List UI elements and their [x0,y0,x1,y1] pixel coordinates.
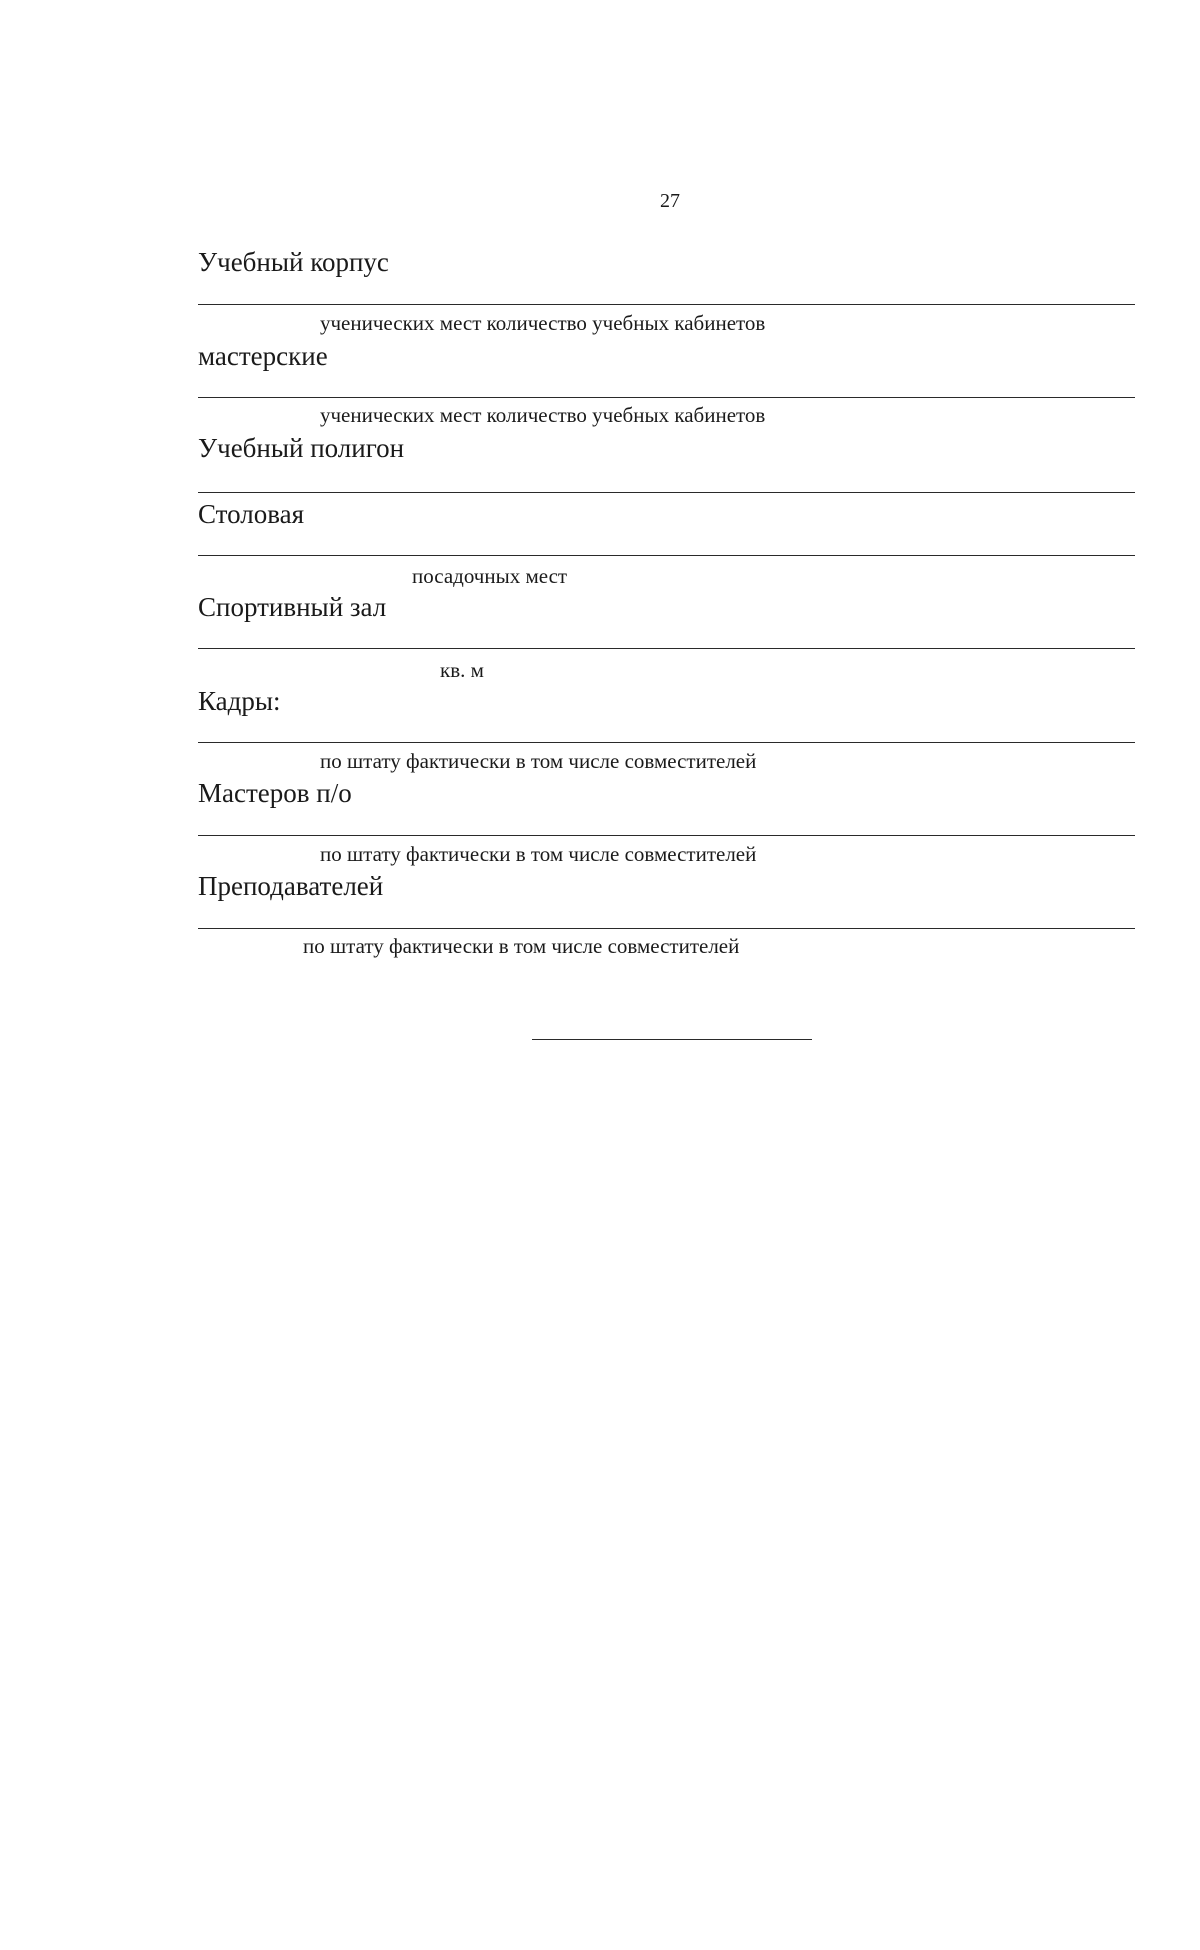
field-caption-kadry: по штату фактически в том числе совместителей [320,749,757,773]
fill-line-prepodavateley[interactable] [198,928,1135,929]
fill-line-kadry[interactable] [198,742,1135,743]
field-label-masterov-po: Мастеров п/о [198,778,352,808]
field-label-masterskie: мастерские [198,341,328,371]
field-label-sportivny-zal: Спортивный зал [198,592,387,622]
field-caption-uchebny-korpus: ученических мест количество учебных кабинетов [320,311,766,335]
fill-line-sportivny-zal[interactable] [198,648,1135,649]
fill-line-uchebny-korpus[interactable] [198,304,1135,305]
field-caption-masterov-po: по штату фактически в том числе совместителей [320,842,757,866]
end-divider [532,1039,812,1040]
fill-line-uchebny-poligon[interactable] [198,492,1135,493]
field-caption-stolovaya: посадочных мест [412,564,568,588]
field-label-stolovaya: Столовая [198,499,305,529]
field-label-uchebny-korpus: Учебный корпус [198,247,389,277]
field-label-prepodavateley: Преподавателей [198,871,384,901]
field-caption-sportivny-zal: кв. м [440,658,484,682]
fill-line-stolovaya[interactable] [198,555,1135,556]
fill-line-masterov-po[interactable] [198,835,1135,836]
field-caption-masterskie: ученических мест количество учебных кабинетов [320,403,766,427]
field-label-kadry: Кадры: [198,686,281,716]
field-label-uchebny-poligon: Учебный полигон [198,433,405,463]
fill-line-masterskie[interactable] [198,397,1135,398]
field-caption-prepodavateley: по штату фактически в том числе совместителей [303,934,740,958]
page-number: 27 [660,190,680,212]
